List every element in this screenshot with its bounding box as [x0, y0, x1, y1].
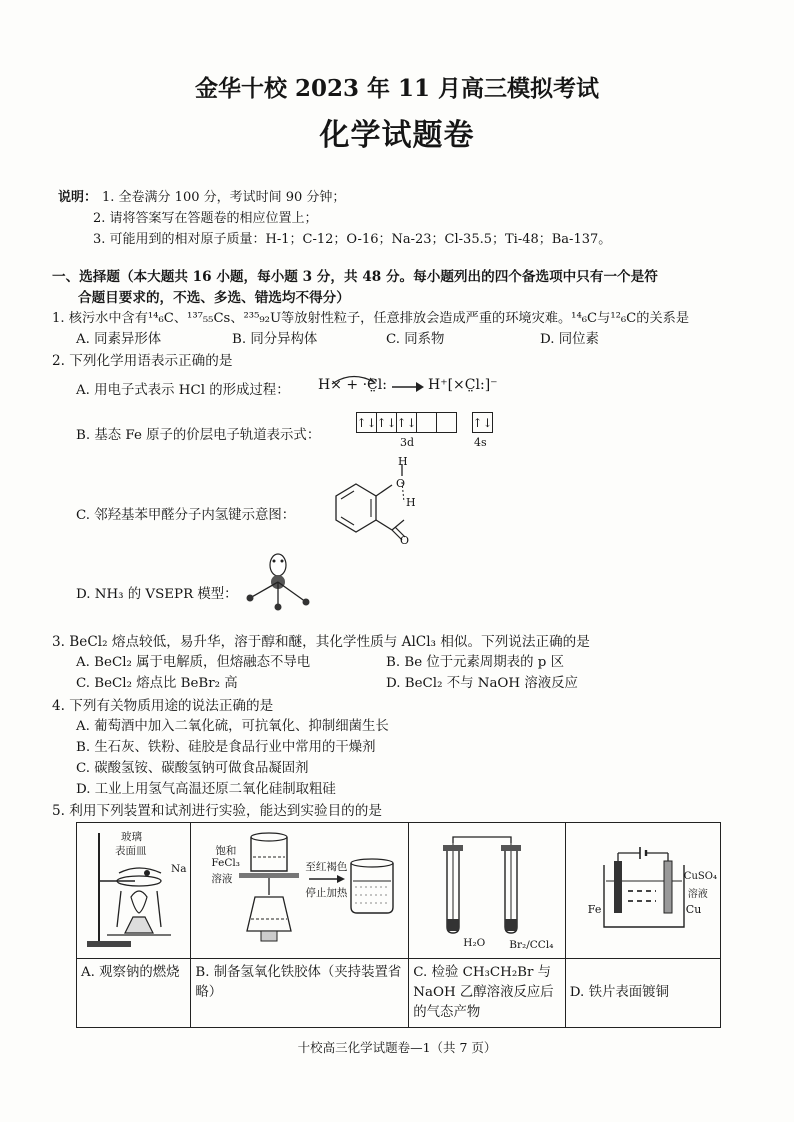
section-heading: 一、选择题（本大题共 16 小题，每小题 3 分，共 48 分。每小题列出的四个备选项中只有一个是符	[52, 269, 658, 285]
apparatus-b	[191, 823, 409, 959]
q2-option-b: B. 基态 Fe 原子的价层电子轨道表示式：	[76, 428, 321, 443]
gas-detection-figure	[409, 823, 565, 958]
q1-option-a: A. 同素异形体	[76, 332, 162, 347]
q4-option-d: D. 工业上用氢气高温还原二氧化硅制取粗硅	[76, 782, 336, 797]
orbital-box: ↑↓	[397, 412, 417, 433]
q5-option-d: D. 铁片表面镀铜	[565, 959, 720, 1028]
q4-option-c: C. 碳酸氢铵、碳酸氢钠可做食品凝固剂	[76, 761, 309, 776]
experiment-table	[76, 822, 721, 1028]
reaction-arrow	[392, 380, 426, 394]
orbital-3d	[356, 412, 457, 433]
hcl-formula-left: H× + ·C̤l:	[318, 377, 387, 393]
q4-option-a: A. 葡萄酒中加入二氧化硫，可抗氧化、抑制细菌生长	[76, 719, 389, 734]
q2-option-a: A. 用电子式表示 HCl 的形成过程：	[76, 383, 290, 398]
q1-option-c: C. 同系物	[386, 332, 445, 347]
q5-option-b: B. 制备氢氧化铁胶体（夹持装置省略）	[191, 959, 409, 1028]
electron-transfer-arrow	[330, 372, 390, 406]
label-glass: 玻璃	[121, 831, 142, 843]
label-cuso4: CuSO₄	[683, 871, 717, 882]
label-stop-heating: 停止加热	[305, 887, 348, 899]
section-heading-cont: 合题目要求的，不选、多选、错选均不得分）	[78, 290, 350, 306]
label-na: Na	[171, 863, 187, 875]
note-3: 3. 可能用到的相对原子质量：H-1；C-12；O-16；Na-23；Cl-35.5；Ti-48；Ba-137。	[93, 232, 612, 247]
q2-stem: 2. 下列化学用语表示正确的是	[52, 353, 233, 369]
q5-option-a: A. 观察钠的燃烧	[77, 959, 191, 1028]
structure-o-label: O	[396, 477, 406, 490]
page-footer: 十校高三化学试题卷—1（共 7 页）	[297, 1040, 497, 1055]
label-fe: Fe	[587, 903, 602, 916]
structure-h-label: H	[398, 455, 408, 468]
apparatus-d	[565, 823, 720, 959]
q1-option-d: D. 同位素	[540, 332, 599, 347]
structure-h-label: H	[406, 496, 416, 509]
q3-option-d: D. BeCl₂ 不与 NaOH 溶液反应	[386, 676, 578, 691]
q1-option-b: B. 同分异构体	[232, 332, 318, 347]
q3-option-a: A. BeCl₂ 属于电解质，但熔融态不导电	[76, 655, 311, 670]
label-fecl3: FeCl₃	[211, 857, 240, 869]
note-2: 2. 请将答案写在答题卷的相应位置上；	[93, 211, 318, 226]
label-until-red-brown: 至红褐色	[305, 861, 348, 873]
q3-option-c: C. BeCl₂ 熔点比 BeBr₂ 高	[76, 676, 238, 691]
hcl-formula-right: H⁺[×C̤l:]⁻	[428, 377, 498, 393]
orbital-box: ↑↓	[356, 412, 377, 433]
q4-stem: 4. 下列有关物质用途的说法正确的是	[52, 698, 274, 714]
vsepr-model	[238, 552, 318, 614]
label-bromine-ccl4: Br₂/CCl₄	[509, 939, 554, 951]
orbital-4s	[472, 412, 493, 433]
orbital-box	[437, 412, 457, 433]
label-watch-glass: 表面皿	[115, 845, 147, 857]
q3-stem: 3. BeCl₂ 熔点较低，易升华，溶于醇和醚，其化学性质与 AlCl₃ 相似。下列说法正确的是	[52, 634, 590, 650]
q2-option-d: D. NH₃ 的 VSEPR 模型：	[76, 587, 238, 602]
note-1: 1. 全卷满分 100 分，考试时间 90 分钟；	[102, 190, 346, 205]
apparatus-c	[409, 823, 566, 959]
label-water: H₂O	[463, 937, 486, 949]
label-cu: Cu	[685, 903, 702, 916]
q5-option-c: C. 检验 CH₃CH₂Br 与 NaOH 乙醇溶液反应后的气态产物	[409, 959, 566, 1028]
label-saturated: 饱和	[215, 845, 237, 857]
orbital-label-3d: 3d	[400, 436, 415, 449]
orbital-label-4s: 4s	[474, 436, 487, 449]
orbital-box: ↑↓	[472, 412, 493, 433]
label-solution-d: 溶液	[687, 889, 708, 900]
structure-o-label: O	[400, 534, 410, 547]
q2-option-c: C. 邻羟基苯甲醛分子内氢键示意图：	[76, 508, 296, 523]
orbital-box	[417, 412, 437, 433]
q5-stem: 5. 利用下列装置和试剂进行实验，能达到实验目的的是	[52, 803, 382, 819]
label-solution: 溶液	[211, 873, 233, 885]
q1-stem: 1. 核污水中含有¹⁴₆C、¹³⁷₅₅Cs、²³⁵₉₂U等放射性粒子，任意排放会造成严重的环境灾难。¹⁴₆C与¹²₆C的关系是	[52, 311, 690, 326]
q3-option-b: B. Be 位于元素周期表的 p 区	[386, 655, 564, 670]
exam-header: 金华十校 2023 年 11 月高三模拟考试	[194, 75, 600, 102]
apparatus-a	[77, 823, 191, 959]
orbital-box: ↑↓	[377, 412, 397, 433]
exam-title: 化学试题卷	[319, 118, 475, 153]
notes-label: 说明：	[58, 190, 98, 205]
q4-option-b: B. 生石灰、铁粉、硅胶是食品行业中常用的干燥剂	[76, 740, 376, 755]
